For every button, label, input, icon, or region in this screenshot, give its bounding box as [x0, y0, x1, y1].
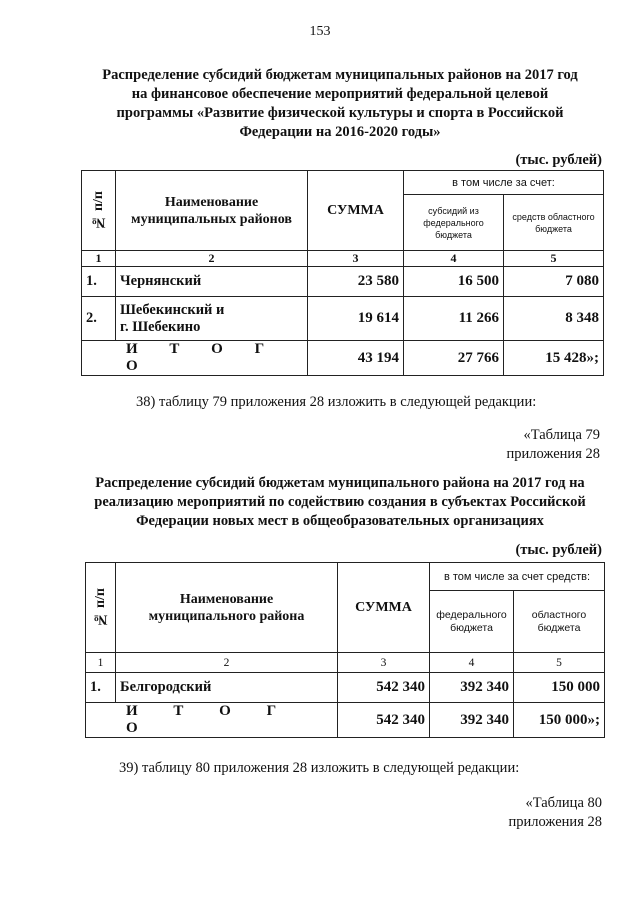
section1-title-line: Федерации на 2016-2020 годы» [239, 124, 441, 140]
table2-total-row [86, 703, 605, 738]
total-label: И Т О Г О [86, 703, 338, 738]
regional-value: 150 000 [514, 673, 605, 703]
table2-header-sum: СУММА [338, 563, 430, 653]
table2-header-num: № п/п [86, 563, 116, 653]
table1-header-federal: субсидий из федерального бюджета [404, 195, 504, 251]
table80-note-line1: «Таблица 80 [525, 795, 602, 811]
table1-header-including: в том числе за счет: [404, 171, 604, 195]
row-number: 1. [86, 673, 116, 703]
section1-title-line: Распределение субсидий бюджетам муниципальных районов на 2017 год [102, 67, 578, 83]
total-federal: 27 766 [404, 341, 504, 376]
table1-header-sum: СУММА [308, 171, 404, 251]
table1-header-name: Наименование муниципальных районов [116, 171, 308, 251]
colnum: 2 [116, 653, 338, 673]
federal-value: 11 266 [404, 297, 504, 341]
colnum: 5 [504, 251, 604, 267]
colnum: 3 [338, 653, 430, 673]
colnum: 2 [116, 251, 308, 267]
table2-header-including: в том числе за счет средств: [430, 563, 605, 591]
table-row [82, 297, 604, 341]
district-name: Белгородский [116, 673, 338, 703]
table80-note-line2: приложения 28 [508, 814, 602, 830]
table1-total-row [82, 341, 604, 376]
section1-title [60, 66, 620, 142]
table79-note-line1: «Таблица 79 [523, 427, 600, 443]
section2-title [50, 474, 630, 531]
total-federal: 392 340 [430, 703, 514, 738]
colnum: 3 [308, 251, 404, 267]
table1-header-num: № п/п [82, 171, 116, 251]
colnum: 1 [86, 653, 116, 673]
page-number: 153 [309, 24, 331, 39]
total-sum: 43 194 [308, 341, 404, 376]
table80-note [509, 794, 602, 832]
total-sum: 542 340 [338, 703, 430, 738]
colnum: 4 [430, 653, 514, 673]
table-row [82, 267, 604, 297]
subsidy-table-2 [85, 562, 605, 738]
table1-colnum-row [82, 251, 604, 267]
row-number: 1. [82, 267, 116, 297]
colnum: 5 [514, 653, 605, 673]
colnum: 4 [404, 251, 504, 267]
subsidy-table-1 [81, 170, 604, 376]
table2-header-row [86, 563, 605, 591]
sum-value: 23 580 [308, 267, 404, 297]
federal-value: 16 500 [404, 267, 504, 297]
instruction-paragraph-38: 38) таблицу 79 приложения 28 изложить в следующей редакции: [136, 394, 537, 410]
section2-title-line: реализацию мероприятий по содействию создания в субъектах Российской [94, 494, 586, 510]
instruction-paragraph-39: 39) таблицу 80 приложения 28 изложить в следующей редакции: [119, 760, 520, 776]
section2-title-line: Федерации новых мест в общеобразовательных организациях [136, 513, 544, 529]
table2-header-name: Наименование муниципального района [116, 563, 338, 653]
section1-title-line: программы «Развитие физической культуры и спорта в Российской [116, 105, 564, 121]
total-regional: 150 000»; [514, 703, 605, 738]
table2-header-federal: федерального бюджета [430, 591, 514, 653]
row-number: 2. [82, 297, 116, 341]
regional-value: 8 348 [504, 297, 604, 341]
district-name: Шебекинский и г. Шебекино [116, 297, 308, 341]
table79-note-line2: приложения 28 [506, 446, 600, 462]
sum-value: 19 614 [308, 297, 404, 341]
sum-value: 542 340 [338, 673, 430, 703]
table-row [86, 673, 605, 703]
table2-header-regional: областного бюджета [514, 591, 605, 653]
federal-value: 392 340 [430, 673, 514, 703]
district-name: Чернянский [116, 267, 308, 297]
colnum: 1 [82, 251, 116, 267]
table2-colnum-row [86, 653, 605, 673]
regional-value: 7 080 [504, 267, 604, 297]
section2-units: (тыс. рублей) [515, 542, 602, 558]
section1-units: (тыс. рублей) [515, 152, 602, 168]
section2-title-line: Распределение субсидий бюджетам муниципального района на 2017 год на [95, 475, 585, 491]
table1-header-regional: средств областного бюджета [504, 195, 604, 251]
table79-note [507, 426, 600, 464]
section1-title-line: на финансовое обеспечение мероприятий федеральной целевой [131, 86, 549, 102]
total-regional: 15 428»; [504, 341, 604, 376]
total-label: И Т О Г О [82, 341, 308, 376]
table1-header-row [82, 171, 604, 195]
